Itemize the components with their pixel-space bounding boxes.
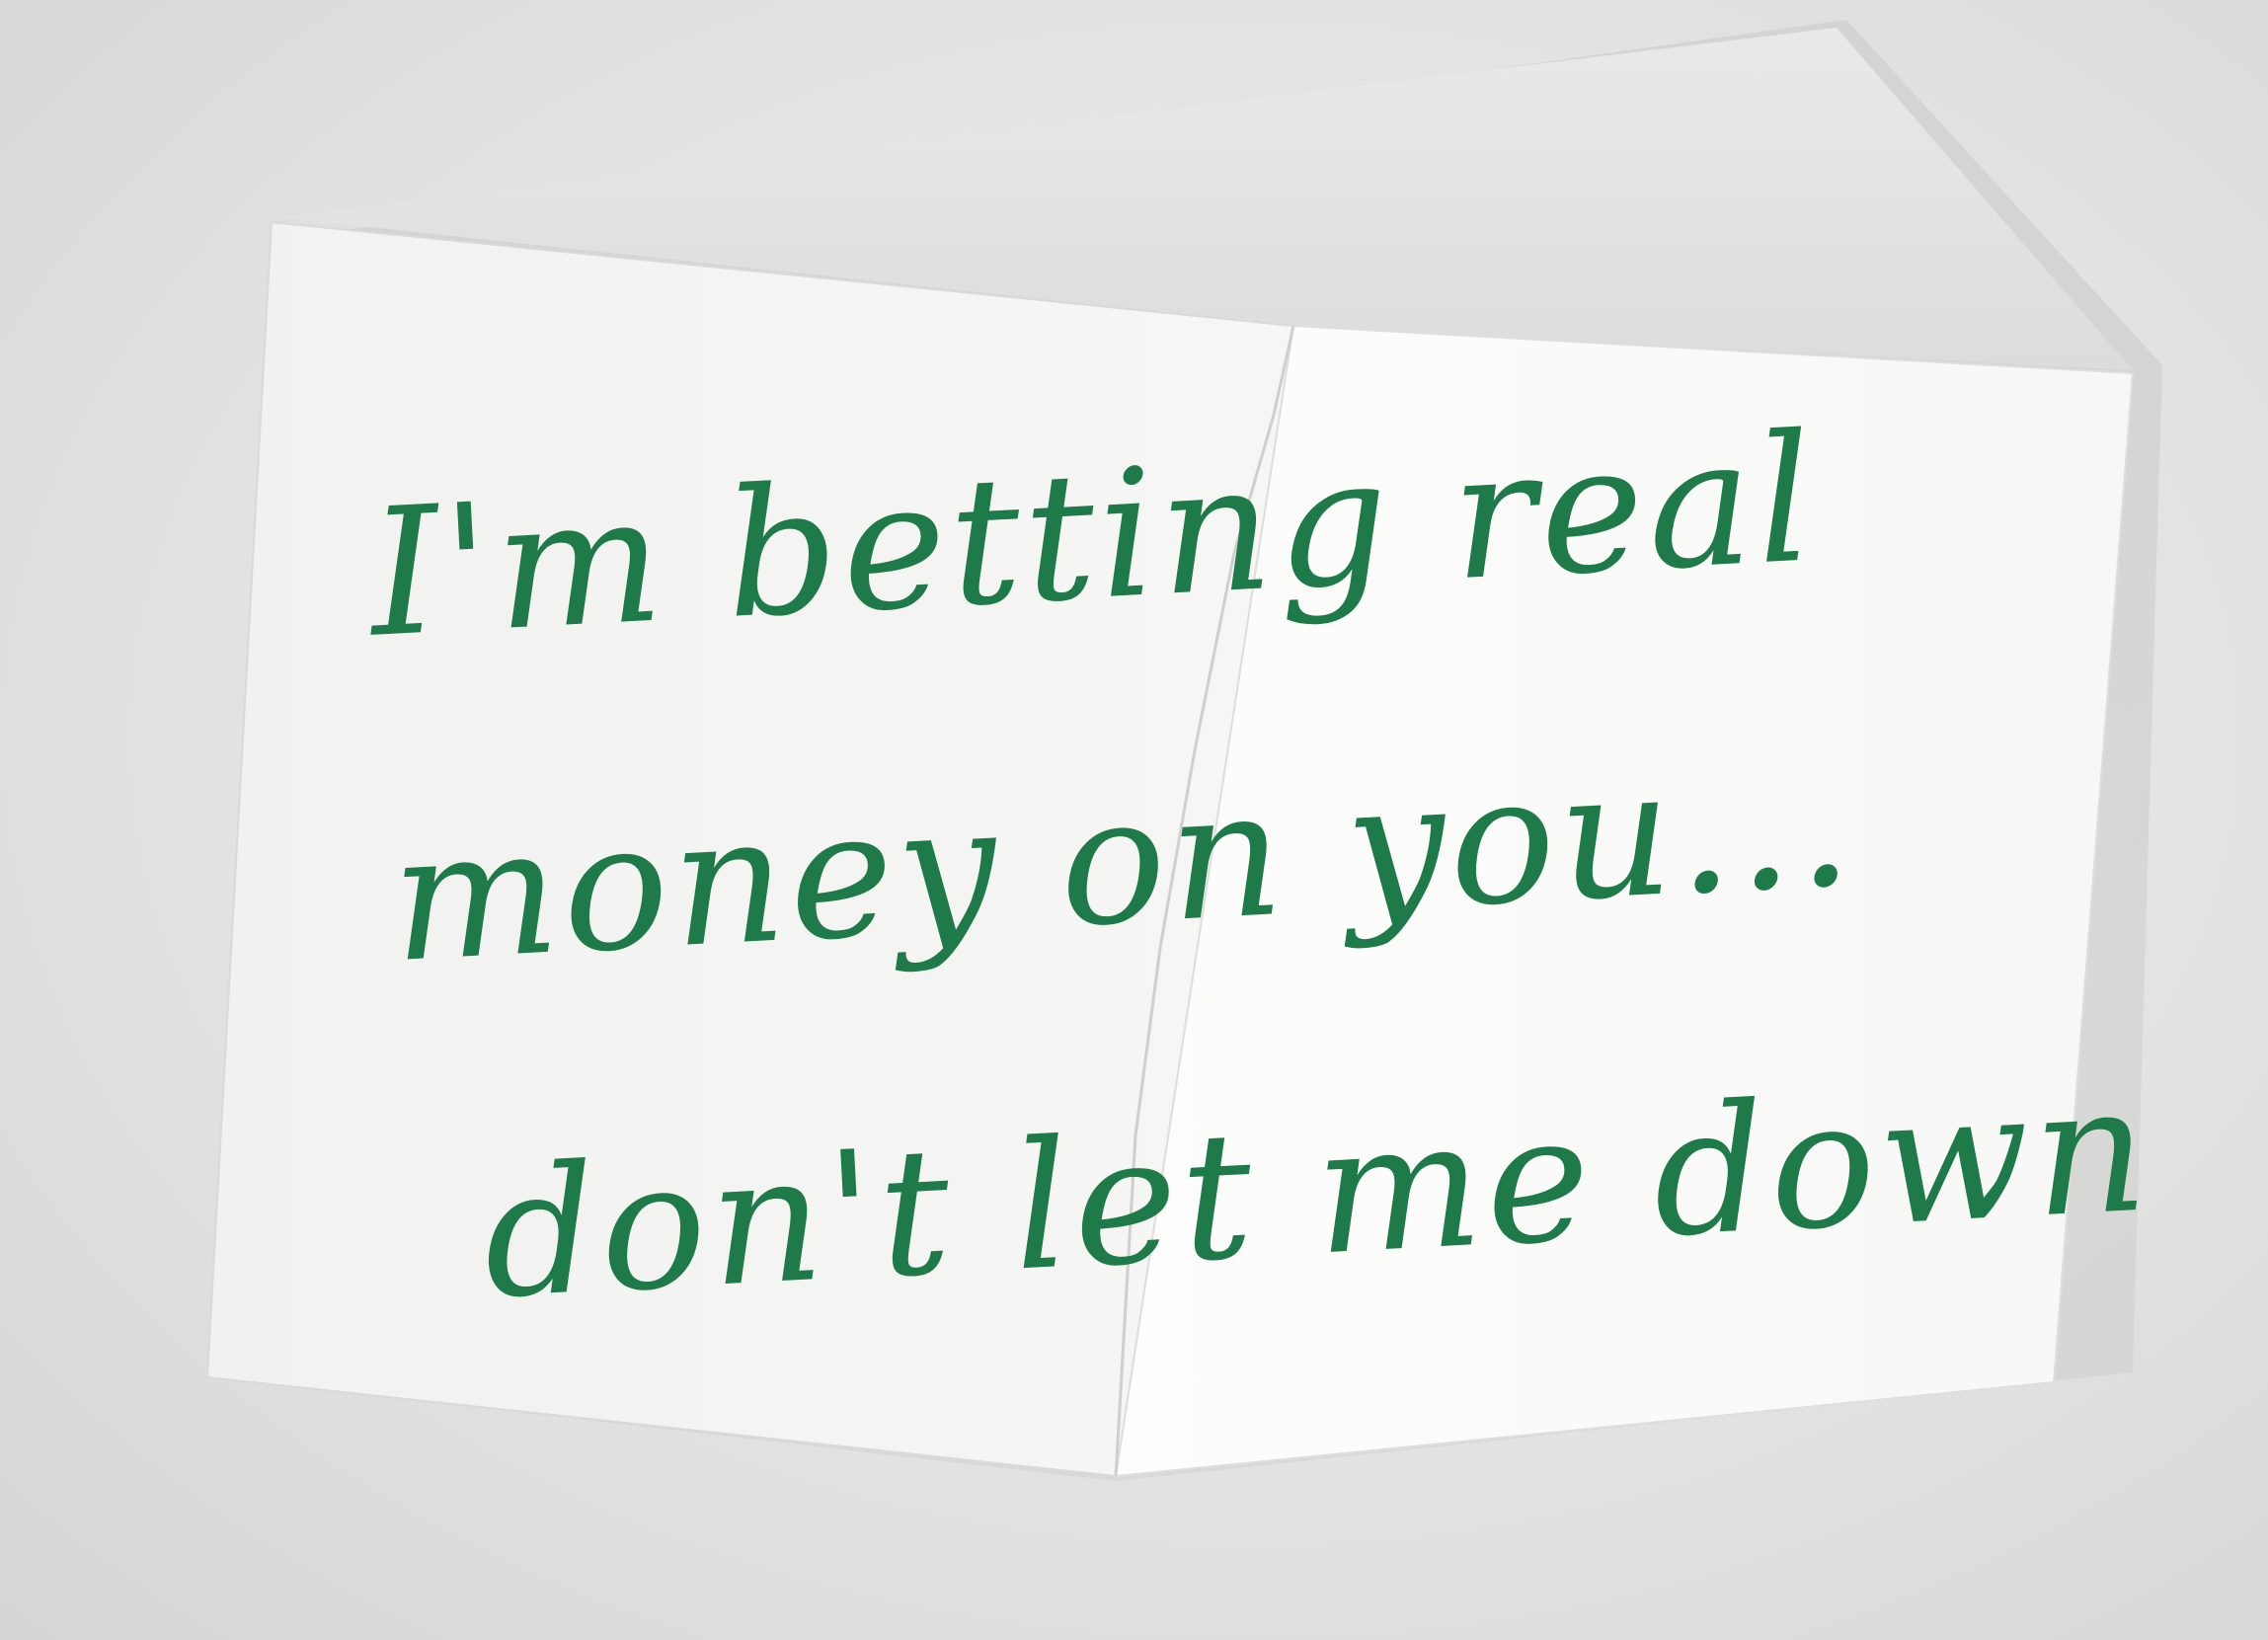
note-line-2: money on you... xyxy=(386,720,1861,1001)
note-line-3: don't let me down xyxy=(478,1046,2156,1338)
note-line-1: I'm betting real xyxy=(364,396,1822,676)
